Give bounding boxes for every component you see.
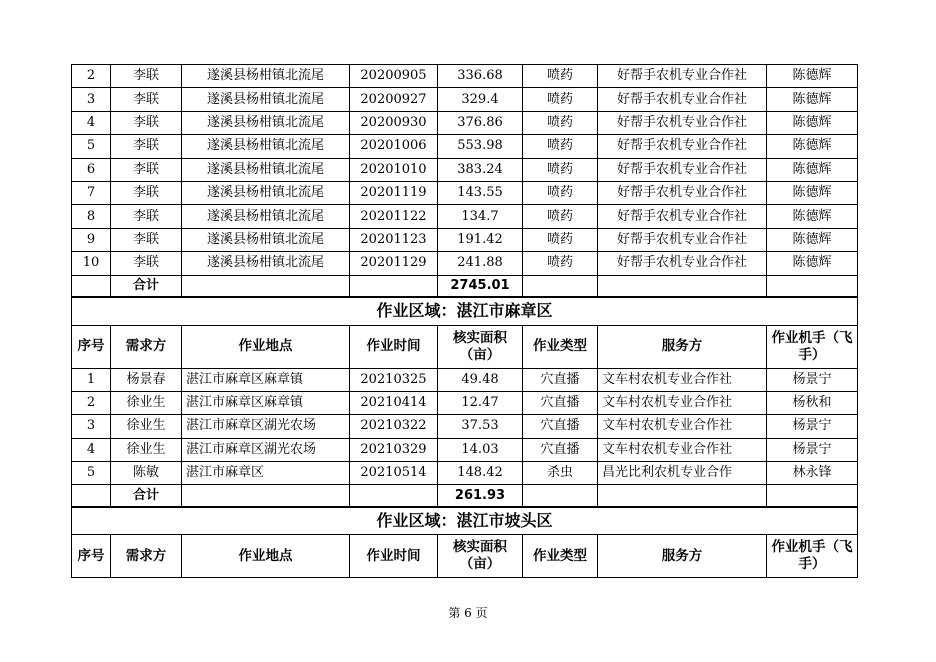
date-cell: 20201006 [350,135,438,158]
area-cell: 134.7 [438,205,523,228]
area-cell: 191.42 [438,228,523,251]
date-cell: 20210325 [350,368,438,391]
total-row [72,485,858,507]
column-header-client: 需求方 [111,325,182,368]
area-cell: 383.24 [438,158,523,181]
serial-number-cell: 4 [72,438,111,461]
location-cell: 遂溪县杨柑镇北流尾 [182,135,350,158]
total-row [72,275,858,297]
work-type-cell: 喷药 [523,252,598,275]
table-row [72,88,858,111]
pilot-cell: 陈德辉 [767,181,858,204]
empty-cell [72,275,111,297]
pilot-cell: 杨景宁 [767,368,858,391]
provider-cell: 文车村农机专业合作社 [598,391,767,414]
pilot-cell: 林永锋 [767,462,858,485]
area-cell: 376.86 [438,111,523,134]
column-header-location: 作业地点 [182,535,350,578]
region-title: 作业区域：湛江市坡头区 [72,507,858,535]
provider-cell: 文车村农机专业合作社 [598,368,767,391]
pilot-cell: 陈德辉 [767,111,858,134]
serial-number-cell: 5 [72,462,111,485]
serial-number-cell: 2 [72,65,111,88]
serial-number-cell: 3 [72,415,111,438]
provider-cell: 好帮手农机专业合作社 [598,252,767,275]
empty-cell [350,275,438,297]
date-cell: 20210514 [350,462,438,485]
area-cell: 241.88 [438,252,523,275]
client-cell: 李联 [111,205,182,228]
provider-cell: 好帮手农机专业合作社 [598,205,767,228]
provider-cell: 文车村农机专业合作社 [598,415,767,438]
table-row [72,252,858,275]
client-cell: 杨景春 [111,368,182,391]
total-value: 261.93 [438,485,523,507]
area-cell: 143.55 [438,181,523,204]
location-cell: 湛江市麻章区湖光农场 [182,438,350,461]
pilot-cell: 陈德辉 [767,158,858,181]
column-header-no: 序号 [72,535,111,578]
work-type-cell: 喷药 [523,158,598,181]
date-cell: 20210414 [350,391,438,414]
client-cell: 徐业生 [111,438,182,461]
work-type-cell: 穴直播 [523,368,598,391]
client-cell: 陈敏 [111,462,182,485]
total-label: 合计 [111,485,182,507]
table-row [72,135,858,158]
pilot-cell: 陈德辉 [767,205,858,228]
area-cell: 37.53 [438,415,523,438]
column-header-pilot: 作业机手（飞手） [767,535,858,578]
pilot-cell: 杨秋和 [767,391,858,414]
table-row [72,205,858,228]
client-cell: 李联 [111,88,182,111]
table-row [72,368,858,391]
table-row [72,462,858,485]
area-cell: 148.42 [438,462,523,485]
table-row [72,65,858,88]
region-title-row [72,297,858,325]
empty-cell [350,485,438,507]
date-cell: 20200930 [350,111,438,134]
date-cell: 20210329 [350,438,438,461]
location-cell: 遂溪县杨柑镇北流尾 [182,228,350,251]
area-cell: 329.4 [438,88,523,111]
column-header-date: 作业时间 [350,535,438,578]
column-header-pilot: 作业机手（飞手） [767,325,858,368]
location-cell: 遂溪县杨柑镇北流尾 [182,65,350,88]
pilot-cell: 陈德辉 [767,135,858,158]
location-cell: 遂溪县杨柑镇北流尾 [182,252,350,275]
column-header-provider: 服务方 [598,535,767,578]
work-type-cell: 喷药 [523,228,598,251]
date-cell: 20201123 [350,228,438,251]
empty-cell [767,485,858,507]
area-cell: 14.03 [438,438,523,461]
table-row [72,158,858,181]
provider-cell: 好帮手农机专业合作社 [598,158,767,181]
empty-cell [182,485,350,507]
provider-cell: 好帮手农机专业合作社 [598,111,767,134]
location-cell: 湛江市麻章区麻章镇 [182,368,350,391]
table-row [72,228,858,251]
location-cell: 湛江市麻章区湖光农场 [182,415,350,438]
provider-cell: 昌光比利农机专业合作 [598,462,767,485]
date-cell: 20201129 [350,252,438,275]
date-cell: 20201119 [350,181,438,204]
serial-number-cell: 9 [72,228,111,251]
empty-cell [182,275,350,297]
work-type-cell: 喷药 [523,135,598,158]
date-cell: 20201010 [350,158,438,181]
client-cell: 李联 [111,252,182,275]
client-cell: 徐业生 [111,415,182,438]
table-row [72,415,858,438]
work-type-cell: 喷药 [523,65,598,88]
column-header-type: 作业类型 [523,325,598,368]
table-row [72,391,858,414]
provider-cell: 好帮手农机专业合作社 [598,181,767,204]
work-type-cell: 喷药 [523,111,598,134]
serial-number-cell: 3 [72,88,111,111]
area-cell: 49.48 [438,368,523,391]
location-cell: 遂溪县杨柑镇北流尾 [182,158,350,181]
empty-cell [598,275,767,297]
provider-cell: 好帮手农机专业合作社 [598,135,767,158]
column-header-provider: 服务方 [598,325,767,368]
client-cell: 徐业生 [111,391,182,414]
column-header-type: 作业类型 [523,535,598,578]
provider-cell: 文车村农机专业合作社 [598,438,767,461]
serial-number-cell: 1 [72,368,111,391]
work-type-cell: 喷药 [523,88,598,111]
table-row [72,111,858,134]
pilot-cell: 陈德辉 [767,65,858,88]
pilot-cell: 杨景宁 [767,415,858,438]
table-row [72,181,858,204]
serial-number-cell: 5 [72,135,111,158]
column-header-row [72,325,858,368]
provider-cell: 好帮手农机专业合作社 [598,88,767,111]
serial-number-cell: 4 [72,111,111,134]
column-header-area: 核实面积（亩） [438,535,523,578]
page-number: 第 6 页 [448,606,488,620]
pilot-cell: 陈德辉 [767,252,858,275]
serial-number-cell: 2 [72,391,111,414]
client-cell: 李联 [111,158,182,181]
column-header-area: 核实面积（亩） [438,325,523,368]
location-cell: 遂溪县杨柑镇北流尾 [182,181,350,204]
empty-cell [767,275,858,297]
work-type-cell: 穴直播 [523,391,598,414]
pilot-cell: 杨景宁 [767,438,858,461]
work-type-cell: 杀虫 [523,462,598,485]
client-cell: 李联 [111,65,182,88]
serial-number-cell: 6 [72,158,111,181]
column-header-row [72,535,858,578]
pilot-cell: 陈德辉 [767,88,858,111]
table-row [72,438,858,461]
empty-cell [523,485,598,507]
area-cell: 12.47 [438,391,523,414]
provider-cell: 好帮手农机专业合作社 [598,65,767,88]
serial-number-cell: 8 [72,205,111,228]
date-cell: 20201122 [350,205,438,228]
column-header-no: 序号 [72,325,111,368]
location-cell: 遂溪县杨柑镇北流尾 [182,88,350,111]
client-cell: 李联 [111,228,182,251]
location-cell: 遂溪县杨柑镇北流尾 [182,205,350,228]
provider-cell: 好帮手农机专业合作社 [598,228,767,251]
column-header-client: 需求方 [111,535,182,578]
total-value: 2745.01 [438,275,523,297]
date-cell: 20200905 [350,65,438,88]
area-cell: 553.98 [438,135,523,158]
pilot-cell: 陈德辉 [767,228,858,251]
serial-number-cell: 7 [72,181,111,204]
column-header-location: 作业地点 [182,325,350,368]
empty-cell [523,275,598,297]
date-cell: 20200927 [350,88,438,111]
serial-number-cell: 10 [72,252,111,275]
work-type-cell: 喷药 [523,181,598,204]
location-cell: 遂溪县杨柑镇北流尾 [182,111,350,134]
total-label: 合计 [111,275,182,297]
client-cell: 李联 [111,111,182,134]
location-cell: 湛江市麻章区麻章镇 [182,391,350,414]
client-cell: 李联 [111,181,182,204]
work-record-table [71,64,858,578]
work-type-cell: 穴直播 [523,438,598,461]
location-cell: 湛江市麻章区 [182,462,350,485]
area-cell: 336.68 [438,65,523,88]
region-title: 作业区域：湛江市麻章区 [72,297,858,325]
client-cell: 李联 [111,135,182,158]
empty-cell [72,485,111,507]
work-type-cell: 穴直播 [523,415,598,438]
region-title-row [72,507,858,535]
column-header-date: 作业时间 [350,325,438,368]
work-type-cell: 喷药 [523,205,598,228]
empty-cell [598,485,767,507]
date-cell: 20210322 [350,415,438,438]
table-body [72,65,858,578]
